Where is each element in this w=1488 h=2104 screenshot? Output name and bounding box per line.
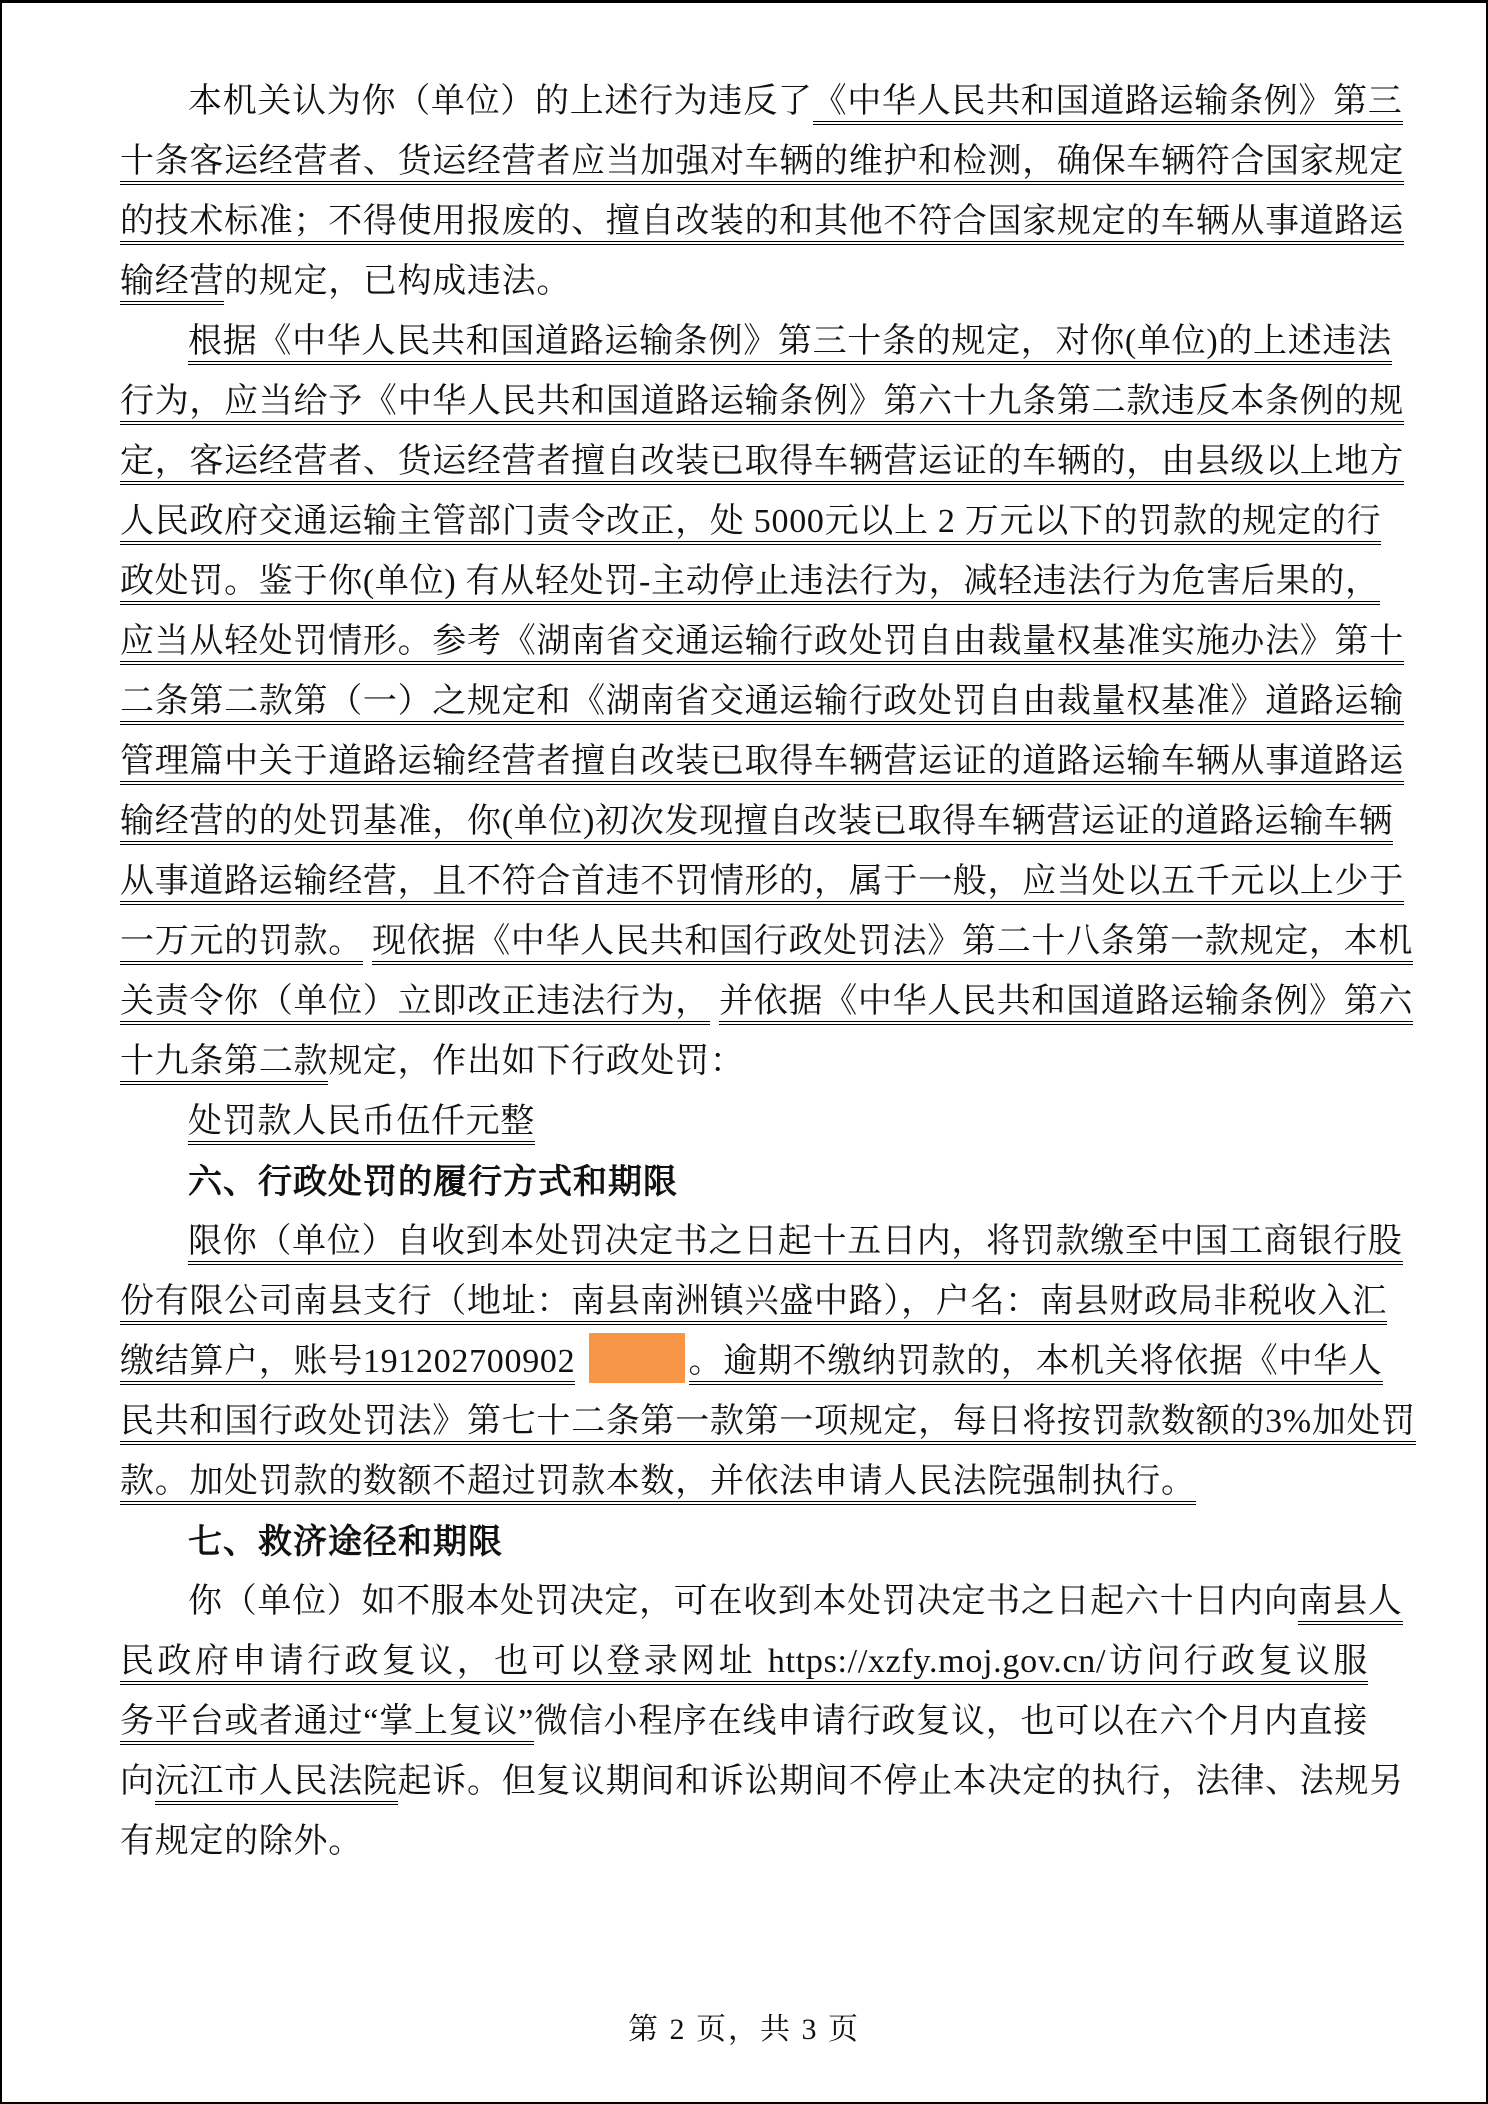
underlined-text: 从事道路运输经营，且不符合首违不罚情形的，属于一般，应当处以五千元以上少于 <box>120 863 1404 905</box>
text-line <box>120 1332 1383 1392</box>
underlined-text: 政处罚。鉴于你(单位) 有从轻处罚-主动停止违法行为，减轻违法行为危害后果的， <box>120 563 1380 605</box>
text-line <box>120 1272 1387 1332</box>
text-line <box>120 1752 1404 1812</box>
underlined-text: 限你（单位）自收到本处罚决定书之日起十五日内，将罚款缴至中国工商银行股 <box>188 1223 1403 1265</box>
page-footer: 第 2 页，共 3 页 <box>628 2013 860 2046</box>
redaction-box <box>589 1333 685 1383</box>
text-line <box>120 1092 1368 1152</box>
plain-text <box>363 923 372 960</box>
text-line <box>120 252 1368 312</box>
text-line <box>120 372 1404 432</box>
text-line <box>120 552 1380 612</box>
underlined-text: 管理篇中关于道路运输经营者擅自改装已取得车辆营运证的道路运输车辆从事道路运 <box>120 743 1404 785</box>
text-line <box>120 1632 1368 1692</box>
underlined-text: 南县人 <box>1298 1583 1402 1625</box>
text-line <box>120 1032 1368 1092</box>
underlined-text: 根据《中华人民共和国道路运输条例》第三十条的规定，对你(单位)的上述违法 <box>188 323 1392 365</box>
text-line <box>120 792 1394 852</box>
text-line <box>120 192 1404 252</box>
plain-text: 有规定的除外。 <box>120 1823 363 1860</box>
underlined-text: 的技术标准；不得使用报废的、擅自改装的和其他不符合国家规定的车辆从事道路运 <box>120 203 1404 245</box>
underlined-text: 十九条第二款 <box>120 1043 328 1085</box>
text-line <box>120 1812 1368 1872</box>
plain-text: 起诉。但复议期间和诉讼期间不停止本决定的执行，法律、法规另 <box>397 1763 1404 1800</box>
text-line <box>120 492 1382 552</box>
text-line <box>120 732 1404 792</box>
text-line <box>120 1212 1403 1272</box>
underlined-text: 并依据《中华人民共和国道路运输条例》第六 <box>719 983 1413 1025</box>
text-line <box>120 312 1392 372</box>
underlined-text: 行为，应当给予《中华人民共和国道路运输条例》第六十九条第二款违反本条例的规 <box>120 383 1404 425</box>
text-line <box>120 1392 1416 1452</box>
underlined-text: 民政府申请行政复议，也可以登录网址 https://xzfy.moj.gov.cn/访问行政复议服 <box>120 1643 1368 1685</box>
text-line <box>120 1572 1403 1632</box>
underlined-text: 缴结算户，账号191202700902 <box>120 1343 575 1385</box>
underlined-text: 《中华人民共和国道路运输条例》第三 <box>813 83 1403 125</box>
underlined-text: 定，客运经营者、货运经营者擅自改装已取得车辆营运证的车辆的，由县级以上地方 <box>120 443 1404 485</box>
document-body <box>120 72 1416 1872</box>
underlined-text: 人民政府交通运输主管部门责令改正，处 5000元以上 2 万元以下的罚款的规定的行 <box>120 503 1381 545</box>
underlined-text: 输经营的的处罚基准，你(单位)初次发现擅自改装已取得车辆营运证的道路运输车辆 <box>120 803 1393 845</box>
text-line <box>120 612 1404 672</box>
section-heading <box>120 1512 1368 1572</box>
underlined-text: 处罚款人民币伍仟元整 <box>188 1103 535 1145</box>
underlined-text: 一万元的罚款。 <box>120 923 363 965</box>
underlined-text: 现依据《中华人民共和国行政处罚法》第二十八条第一款规定，本机 <box>372 923 1413 965</box>
plain-text: 向 <box>120 1763 155 1800</box>
underlined-text: 份有限公司南县支行（地址：南县南洲镇兴盛中路），户名：南县财政局非税收入汇 <box>120 1283 1387 1325</box>
underlined-text: 民共和国行政处罚法》第七十二条第一款第一项规定，每日将按罚款数额的3%加处罚 <box>120 1403 1416 1445</box>
underlined-text: 应当从轻处罚情形。参考《湖南省交通运输行政处罚自由裁量权基准实施办法》第十 <box>120 623 1404 665</box>
plain-text: 的规定，已构成违法。 <box>224 263 572 300</box>
plain-text: 六、行政处罚的履行方式和期限 <box>188 1163 678 1201</box>
plain-text: 微信小程序在线申请行政复议，也可以在六个月内直接 <box>533 1703 1368 1740</box>
text-line <box>120 972 1414 1032</box>
text-line <box>120 912 1414 972</box>
underlined-text: 务平台或者通过“掌上复议” <box>120 1703 534 1745</box>
plain-text <box>575 1343 584 1380</box>
underlined-text: 二条第二款第（一）之规定和《湖南省交通运输行政处罚自由裁量权基准》道路运输 <box>120 683 1404 725</box>
underlined-text: 十条客运经营者、货运经营者应当加强对车辆的维护和检测，确保车辆符合国家规定 <box>120 143 1404 185</box>
text-line <box>120 852 1404 912</box>
plain-text: 规定，作出如下行政处罚： <box>328 1043 745 1080</box>
text-line <box>120 72 1403 132</box>
plain-text: 本机关认为你（单位）的上述行为违反了 <box>188 83 813 120</box>
text-line <box>120 672 1404 732</box>
underlined-text: 输经营 <box>120 263 224 305</box>
underlined-text: 款。加处罚款的数额不超过罚款本数，并依法申请人民法院强制执行。 <box>120 1463 1196 1505</box>
text-line <box>120 1452 1368 1512</box>
text-line <box>120 432 1404 492</box>
text-line <box>120 1692 1368 1752</box>
text-line <box>120 132 1404 192</box>
underlined-text: 沅江市人民法院 <box>155 1763 398 1805</box>
plain-text: 你（单位）如不服本处罚决定，可在收到本处罚决定书之日起六十日内向 <box>188 1583 1299 1620</box>
document-page <box>2 3 1486 2102</box>
plain-text <box>710 983 719 1020</box>
underlined-text: 。逾期不缴纳罚款的，本机关将依据《中华人 <box>689 1343 1383 1385</box>
plain-text: 七、救济途径和期限 <box>188 1523 503 1561</box>
underlined-text: 关责令你（单位）立即改正违法行为， <box>120 983 710 1025</box>
section-heading <box>120 1152 1368 1212</box>
